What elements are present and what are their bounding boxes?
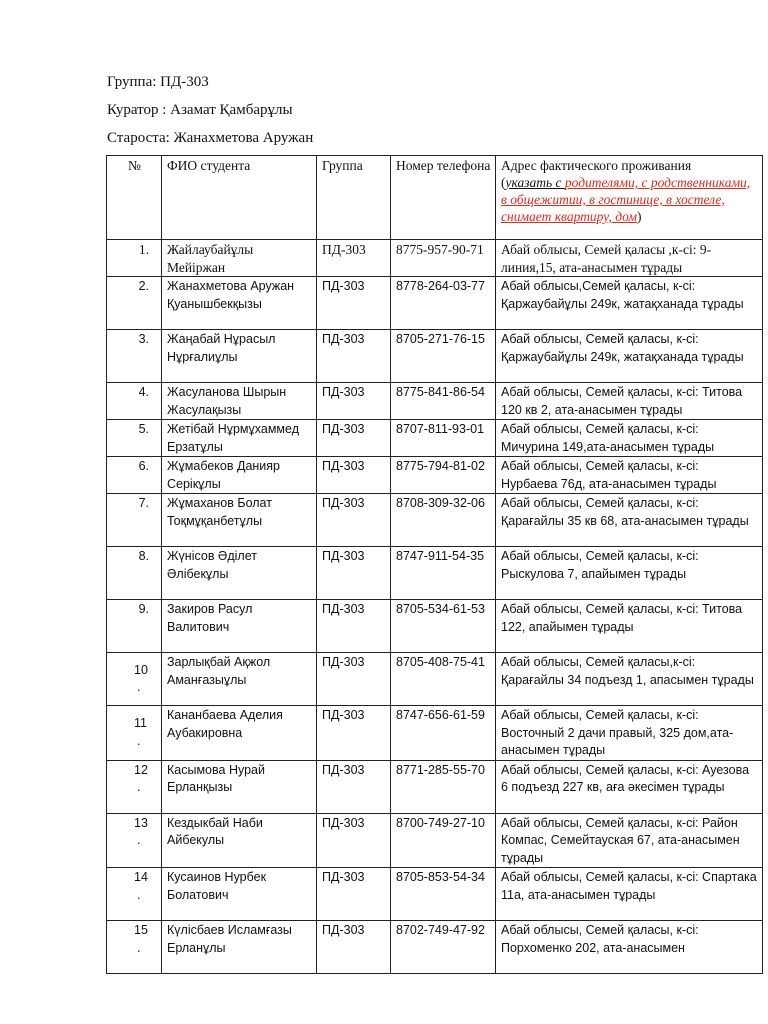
row-number-value: 6.	[138, 459, 149, 473]
student-group: ПД-303	[317, 277, 391, 330]
table-header-row	[107, 156, 763, 240]
row-number	[107, 600, 162, 653]
table-row	[107, 653, 763, 706]
address: Абай облысы, Семей қаласы ,к-сі: 9-линия,15, ата-анасымен тұрады	[496, 240, 763, 277]
table-row	[107, 330, 763, 383]
student-name: Закиров Расул Валитович	[162, 600, 317, 653]
table-row	[107, 547, 763, 600]
student-name: Жұмаханов Болат Тоқмұқанбетұлы	[162, 494, 317, 547]
row-number-value: 2.	[138, 279, 149, 293]
row-number	[107, 653, 162, 706]
student-name: Жетібай Нұрмұхаммед Ерзатұлы	[162, 420, 317, 457]
address-header-label: Адрес фактического проживания	[501, 158, 692, 173]
row-number-dot: .	[137, 780, 141, 794]
row-number-dot: .	[137, 887, 141, 902]
address: Абай облысы, Семей қаласы, к-сі: Восточный 2 дачи правый, 325 дом,ата-анасымен тұрады	[496, 706, 763, 761]
row-number-value: 12	[134, 762, 148, 777]
address: Абай облысы, Семей қаласы, к-сі: Титова 122, апайымен тұрады	[496, 600, 763, 653]
address: Абай облысы, Семей қаласы, к-сі: Қарағайлы 35 кв 68, ата-анасымен тұрады	[496, 494, 763, 547]
address: Абай облысы, Семей қаласы, к-сі: Рыскулова 7, апайымен тұрады	[496, 547, 763, 600]
table-row	[107, 240, 763, 277]
address: Абай облысы, Семей қаласы, к-сі: Район Компас, Семейтауская 67, ата-анасымен тұрады	[496, 813, 763, 868]
phone-number: 8775-794-81-02	[391, 457, 496, 494]
curator-heading: Куратор : Азамат Қамбарұлы	[107, 102, 293, 118]
student-group: ПД-303	[317, 760, 391, 813]
student-name: Жұмабеков Данияр Серікұлы	[162, 457, 317, 494]
address: Абай облысы, Семей қаласы, к-сі: Спартака 11а, ата-анасымен тұрады	[496, 868, 763, 921]
row-number-value: 8.	[138, 549, 149, 563]
row-number	[107, 383, 162, 420]
row-number	[107, 547, 162, 600]
table-row	[107, 457, 763, 494]
address-note-prefix: указать с	[505, 175, 565, 190]
row-number-dot: .	[137, 733, 141, 748]
table-row	[107, 600, 763, 653]
phone-number: 8705-271-76-15	[391, 330, 496, 383]
student-group: ПД-303	[317, 330, 391, 383]
address: Абай облысы,Семей қаласы, к-сі: Қаржаубайұлы 249к, жатақханада тұрады	[496, 277, 763, 330]
student-group: ПД-303	[317, 494, 391, 547]
phone-number: 8700-749-27-10	[391, 813, 496, 868]
phone-number: 8705-534-61-53	[391, 600, 496, 653]
table-row	[107, 706, 763, 761]
row-number	[107, 420, 162, 457]
row-number	[107, 330, 162, 383]
col-header-group: Группа	[317, 156, 391, 240]
row-number-value: 4.	[138, 385, 149, 399]
row-number-dot: .	[137, 940, 141, 955]
student-group: ПД-303	[317, 653, 391, 706]
phone-number: 8747-911-54-35	[391, 547, 496, 600]
phone-number: 8705-853-54-34	[391, 868, 496, 921]
table-row	[107, 868, 763, 921]
address: Абай облысы, Семей қаласы, к-сі: Ауезова 6 подъезд 227 кв, аға әкесімен тұрады	[496, 760, 763, 813]
row-number-value: 9.	[138, 602, 149, 616]
address-note-close: )	[636, 209, 642, 224]
table-row	[107, 277, 763, 330]
table-row	[107, 760, 763, 813]
row-number-value: 3.	[138, 332, 149, 346]
row-number	[107, 813, 162, 868]
col-header-fio: ФИО студента	[162, 156, 317, 240]
phone-number: 8771-285-55-70	[391, 760, 496, 813]
address: Абай облысы, Семей қаласы, к-сі: Мичурина 149,ата-анасымен тұрады	[496, 420, 763, 457]
starosta-heading: Староста: Жанахметова Аружан	[107, 130, 314, 146]
student-group: ПД-303	[317, 921, 391, 974]
student-name: Жасуланова Шырын Жасулақызы	[162, 383, 317, 420]
col-header-phone: Номер телефона	[391, 156, 496, 240]
row-number	[107, 760, 162, 813]
phone-number: 8702-749-47-92	[391, 921, 496, 974]
student-name: Кусаинов Нурбек Болатович	[162, 868, 317, 921]
student-group: ПД-303	[317, 547, 391, 600]
row-number-value: 13	[134, 815, 148, 830]
row-number-dot: .	[137, 833, 141, 847]
student-group: ПД-303	[317, 457, 391, 494]
table-row	[107, 813, 763, 868]
row-number-value: 7.	[138, 496, 149, 510]
student-group: ПД-303	[317, 420, 391, 457]
row-number	[107, 921, 162, 974]
address: Абай облысы, Семей қаласы, к-сі: Титова 120 кв 2, ата-анасымен тұрады	[496, 383, 763, 420]
students-table	[106, 155, 763, 974]
table-row	[107, 494, 763, 547]
student-group: ПД-303	[317, 383, 391, 420]
phone-number: 8705-408-75-41	[391, 653, 496, 706]
student-name: Жанахметова Аружан Қуанышбекқызы	[162, 277, 317, 330]
address: Абай облысы, Семей қаласы, к-сі: Порхоменко 202, ата-анасымен	[496, 921, 763, 974]
group-heading: Группа: ПД-303	[107, 74, 209, 90]
student-name: Жайлаубайұлы Мейіржан	[162, 240, 317, 277]
row-number	[107, 706, 162, 761]
student-name: Күлісбаев Исламғазы Ерланұлы	[162, 921, 317, 974]
phone-number: 8775-957-90-71	[391, 240, 496, 277]
student-group: ПД-303	[317, 868, 391, 921]
student-name: Зарлықбай Ақжол Аманғазыұлы	[162, 653, 317, 706]
row-number-value: 10	[134, 662, 148, 677]
row-number-value: 5.	[138, 422, 149, 436]
row-number	[107, 868, 162, 921]
table-row	[107, 420, 763, 457]
student-name: Кананбаева Аделия Аубакировна	[162, 706, 317, 761]
student-name: Жүнісов Әділет Әлібекұлы	[162, 547, 317, 600]
row-number-dot: .	[137, 680, 141, 694]
row-number	[107, 240, 162, 277]
address-note-open: (	[501, 175, 506, 190]
phone-number: 8778-264-03-77	[391, 277, 496, 330]
row-number-value: 1.	[138, 242, 149, 257]
phone-number: 8707-811-93-01	[391, 420, 496, 457]
table-row	[107, 921, 763, 974]
student-group: ПД-303	[317, 706, 391, 761]
row-number-value: 11	[134, 716, 147, 731]
student-group: ПД-303	[317, 600, 391, 653]
phone-number: 8708-309-32-06	[391, 494, 496, 547]
student-name: Касымова Нурай Ерланқызы	[162, 760, 317, 813]
address: Абай облысы, Семей қаласы,к-сі: Қарағайлы 34 подъезд 1, апасымен тұрады	[496, 653, 763, 706]
address: Абай облысы, Семей қаласы, к-сі: Қаржаубайұлы 249к, жатақханада тұрады	[496, 330, 763, 383]
address-note-highlight: родителями, с родственниками, в общежитии, в гостинице, в хостеле, снимает квартиру, дом	[501, 175, 751, 224]
phone-number: 8747-656-61-59	[391, 706, 496, 761]
col-header-address	[496, 156, 763, 240]
table-row	[107, 383, 763, 420]
row-number	[107, 277, 162, 330]
student-name: Кездыкбай Наби Айбекулы	[162, 813, 317, 868]
row-number	[107, 494, 162, 547]
student-group: ПД-303	[317, 240, 391, 277]
student-group: ПД-303	[317, 813, 391, 868]
row-number	[107, 457, 162, 494]
row-number-value: 15	[134, 923, 148, 937]
student-name: Жаңабай Нұрасыл Нұрғалиұлы	[162, 330, 317, 383]
row-number-value: 14	[134, 870, 148, 884]
address: Абай облысы, Семей қаласы, к-сі: Нурбаева 76д, ата-анасымен тұрады	[496, 457, 763, 494]
phone-number: 8775-841-86-54	[391, 383, 496, 420]
col-header-num: №	[107, 156, 162, 240]
